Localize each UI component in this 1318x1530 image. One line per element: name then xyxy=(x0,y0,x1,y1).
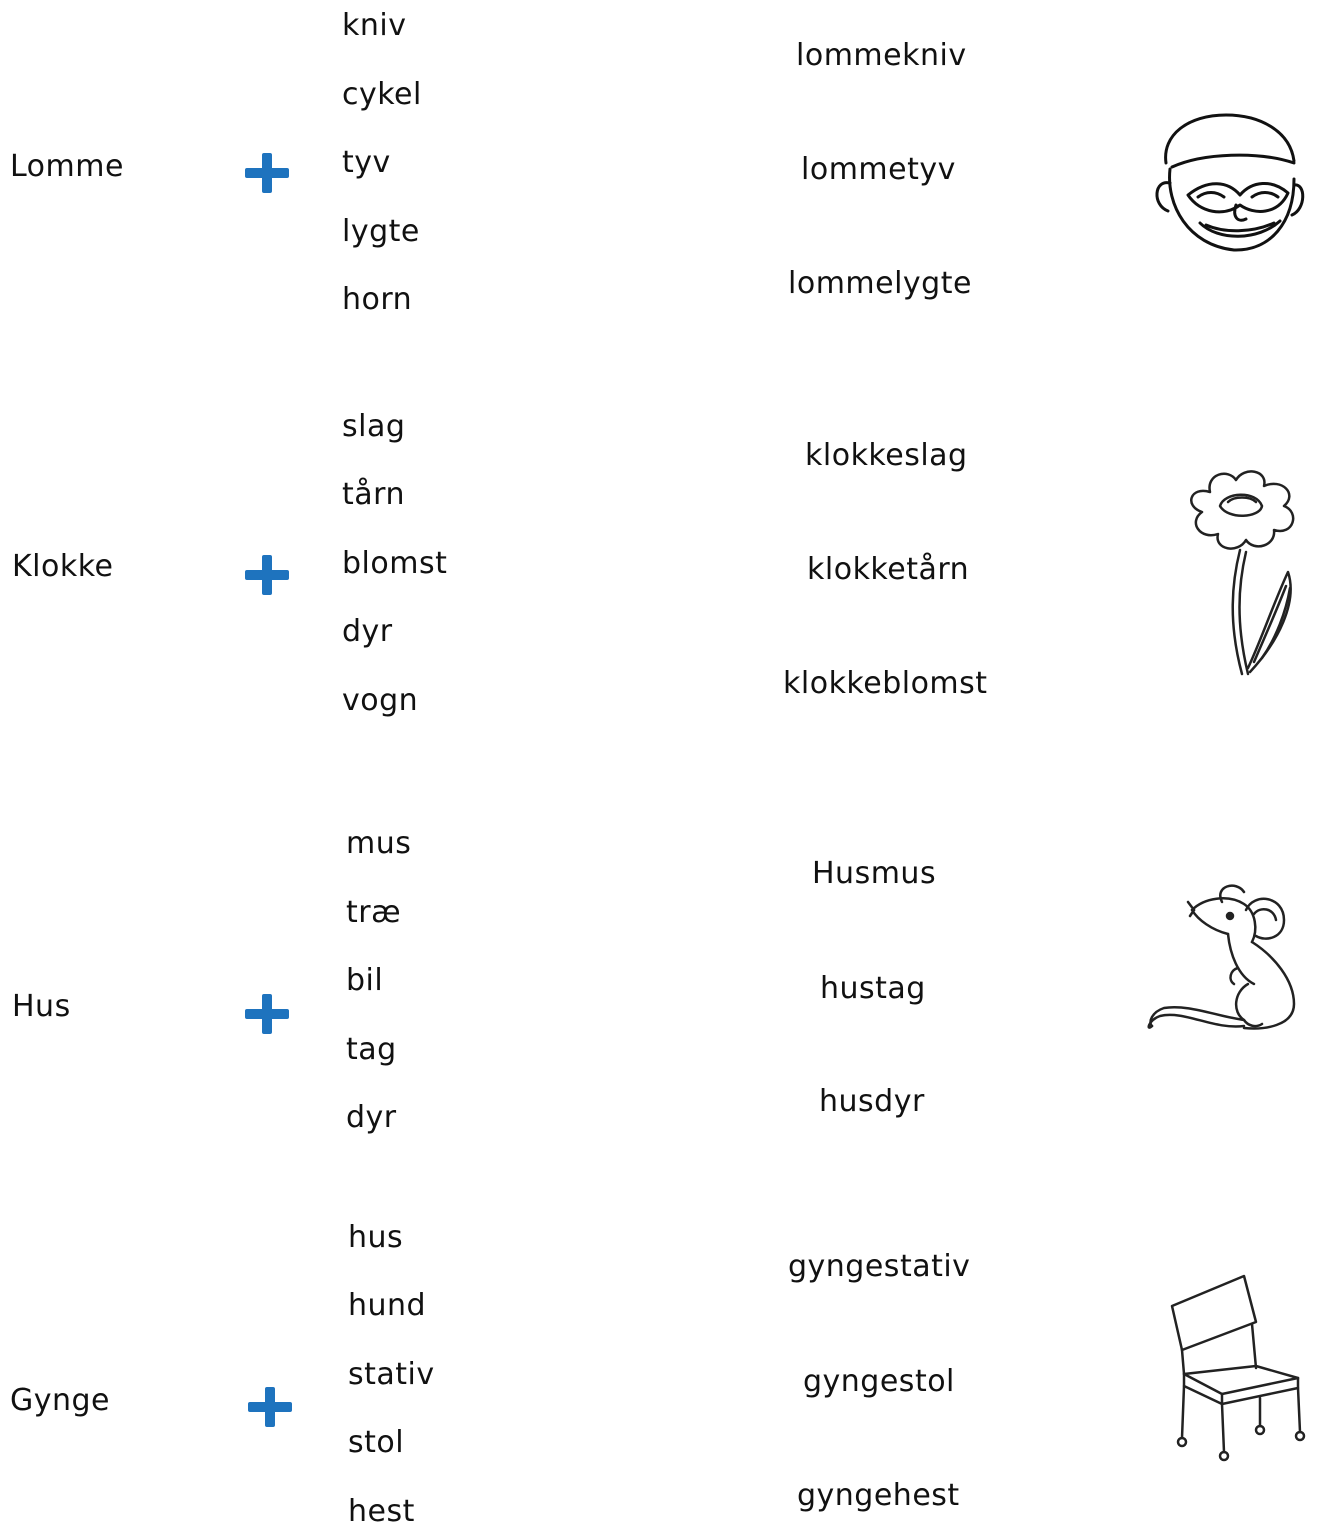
plus-icon xyxy=(245,994,289,1034)
option-word: stativ xyxy=(348,1357,435,1392)
option-word: blomst xyxy=(342,546,448,581)
option-word: bil xyxy=(346,963,384,998)
compound-word: gyngestol xyxy=(803,1364,955,1399)
option-word: vogn xyxy=(342,683,419,718)
option-word: hest xyxy=(348,1494,415,1529)
option-word: dyr xyxy=(346,1100,397,1135)
mouse-drawing xyxy=(1144,880,1308,1032)
plus-icon xyxy=(248,1387,292,1427)
option-word: dyr xyxy=(342,614,393,649)
base-word: Lomme xyxy=(10,149,124,184)
compound-word: gyngestativ xyxy=(788,1249,971,1284)
option-word: slag xyxy=(342,409,406,444)
compound-word: lommekniv xyxy=(796,38,967,73)
option-word: horn xyxy=(342,282,413,317)
compound-word: Husmus xyxy=(812,856,937,891)
option-word: tyv xyxy=(342,145,391,180)
option-word: stol xyxy=(348,1425,405,1460)
base-word: Klokke xyxy=(12,549,114,584)
plus-icon xyxy=(245,555,289,595)
plus-icon xyxy=(245,153,289,193)
compound-word: husdyr xyxy=(819,1084,925,1119)
option-word: mus xyxy=(346,826,412,861)
option-word: lygte xyxy=(342,214,420,249)
option-word: træ xyxy=(346,895,402,930)
option-word: hus xyxy=(348,1220,404,1255)
compound-word: gyngehest xyxy=(797,1478,960,1513)
base-word: Gynge xyxy=(10,1383,111,1418)
option-word: hund xyxy=(348,1288,427,1323)
option-word: cykel xyxy=(342,77,422,112)
compound-word: lommetyv xyxy=(801,152,956,187)
thief-face-drawing xyxy=(1148,105,1308,255)
compound-word: lommelygte xyxy=(788,266,972,301)
compound-word: klokkeslag xyxy=(805,438,968,473)
compound-word: hustag xyxy=(820,971,926,1006)
chair-drawing xyxy=(1160,1270,1310,1466)
option-word: kniv xyxy=(342,8,407,43)
compound-word: klokkeblomst xyxy=(783,666,988,701)
base-word: Hus xyxy=(12,989,71,1024)
bellflower-drawing xyxy=(1158,462,1308,684)
option-word: tag xyxy=(346,1032,397,1067)
compound-word: klokketårn xyxy=(807,552,970,587)
option-word: tårn xyxy=(342,477,405,512)
